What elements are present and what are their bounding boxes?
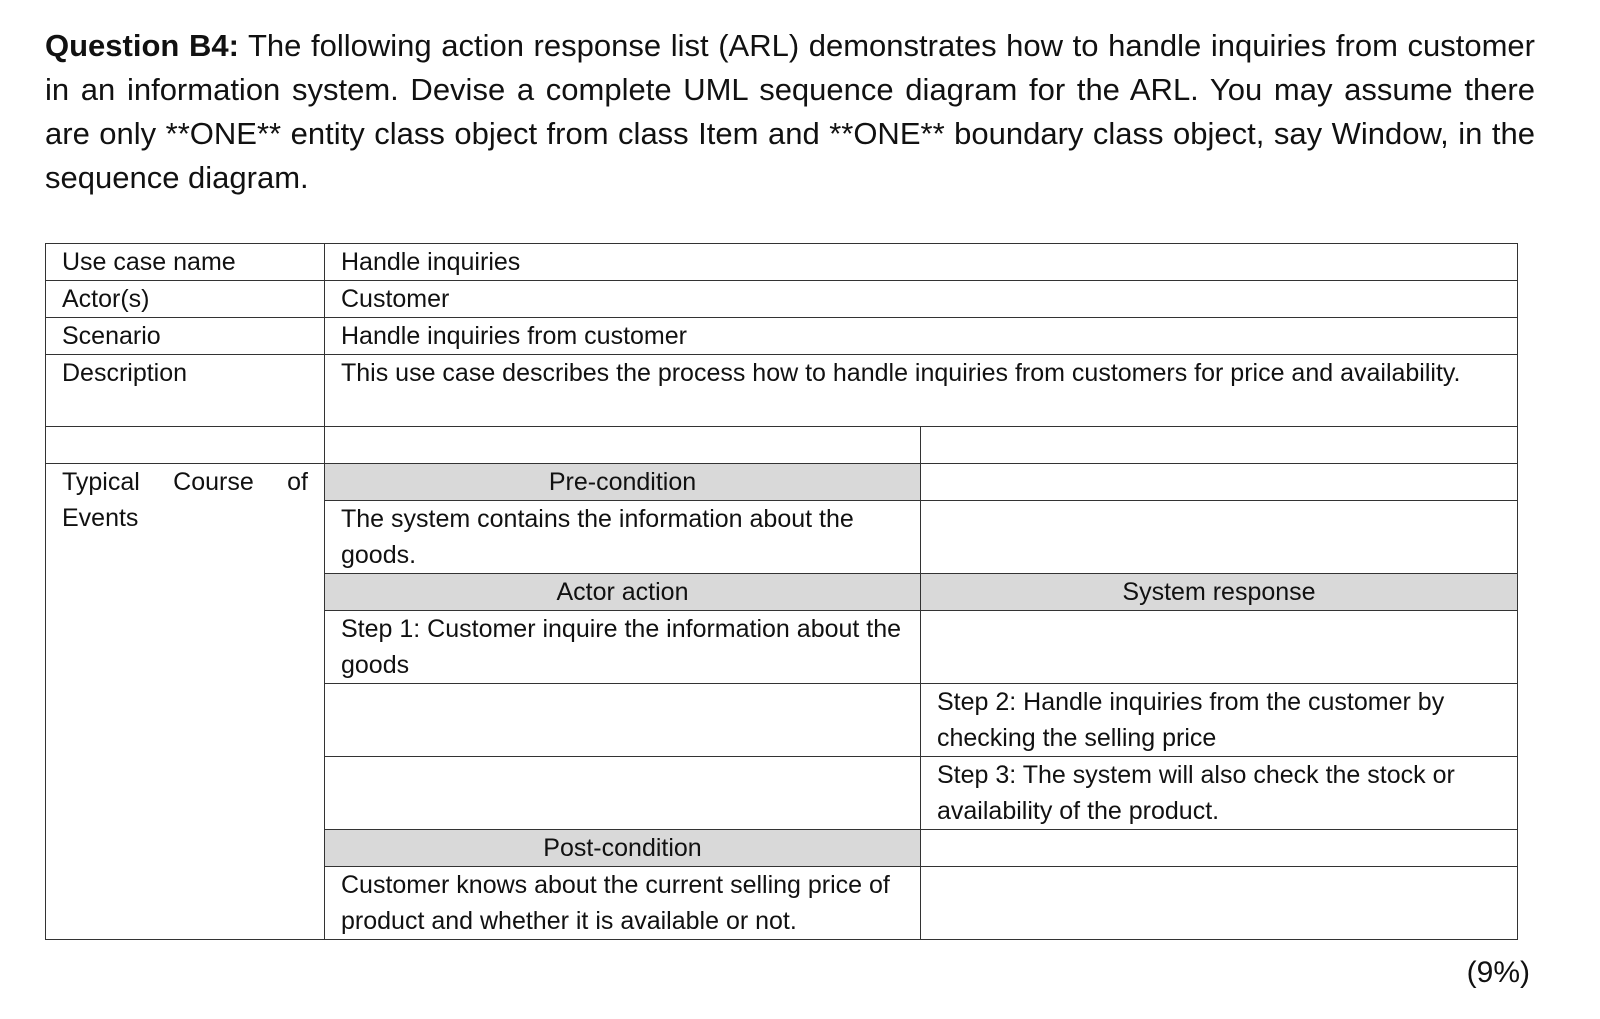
table-row-empty [46,427,1518,464]
use-case-name-label: Use case name [46,244,325,281]
description-value: This use case describes the process how to handle inquiries from customers for price and availability. [325,355,1518,427]
empty-cell [46,427,325,464]
typical-course-label: Typical Course of Events [46,464,325,940]
empty-cell [325,427,921,464]
empty-cell [921,867,1518,940]
marks-percentage: (9%) [1466,956,1530,989]
actors-label: Actor(s) [46,281,325,318]
precondition-header: Pre-condition [325,464,921,501]
step-3: Step 3: The system will also check the stock or availability of the product. [921,757,1518,830]
empty-cell [921,427,1518,464]
question-label: Question B4: [45,28,239,63]
description-label: Description [46,355,325,427]
scenario-label: Scenario [46,318,325,355]
actor-action-header: Actor action [325,574,921,611]
postcondition-header: Post-condition [325,830,921,867]
precondition-text: The system contains the information about the goods. [325,501,921,574]
step-1: Step 1: Customer inquire the information about the goods [325,611,921,684]
actors-value: Customer [325,281,1518,318]
question-text [45,24,1535,200]
empty-cell [921,611,1518,684]
system-response-header: System response [921,574,1518,611]
empty-cell [325,684,921,757]
empty-cell [325,757,921,830]
question-body: The following action response list (ARL) demonstrates how to handle inquiries from customer in an information system. Devise a complete UML sequence diagram for the ARL. You may assume there are only **ONE** entity class object from class Item and **ONE** boundary class object, say Window, in the sequence diagram. [45,28,1535,195]
table-row [46,244,1518,281]
empty-cell [921,830,1518,867]
table-row [46,464,1518,501]
table-row [46,281,1518,318]
action-response-list-table [45,243,1518,940]
empty-cell [921,501,1518,574]
postcondition-text: Customer knows about the current selling price of product and whether it is available or not. [325,867,921,940]
table-row [46,355,1518,427]
empty-cell [921,464,1518,501]
step-2: Step 2: Handle inquiries from the customer by checking the selling price [921,684,1518,757]
scenario-value: Handle inquiries from customer [325,318,1518,355]
table-row [46,318,1518,355]
use-case-name-value: Handle inquiries [325,244,1518,281]
